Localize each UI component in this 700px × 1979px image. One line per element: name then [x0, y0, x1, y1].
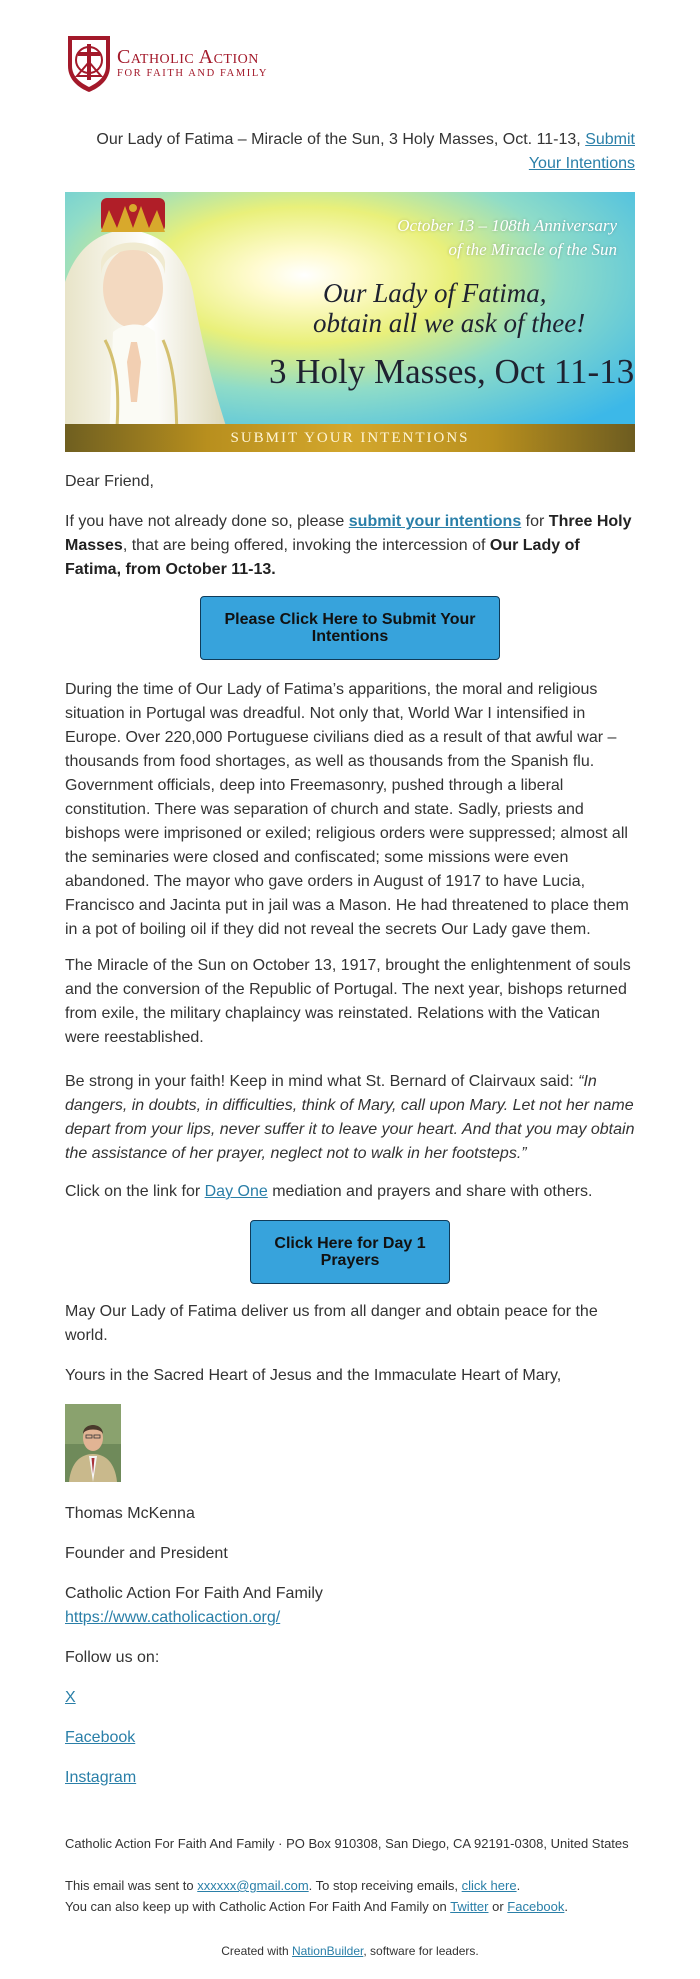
- intro-bold-masses: Three Holy Masses: [65, 513, 632, 554]
- banner-masses: 3 Holy Masses, Oct 11-13: [269, 352, 635, 391]
- faith-text: Be strong in your faith! Keep in mind what St. Bernard of Clairvaux said:: [65, 1073, 574, 1090]
- intro-text-2: for: [525, 513, 545, 530]
- footer-twitter-link[interactable]: Twitter: [450, 1899, 489, 1914]
- social-facebook-line: [65, 1726, 635, 1750]
- footer-keepup-text: You can also keep up with Catholic Action For Faith And Family on: [65, 1899, 447, 1914]
- footer-facebook-link[interactable]: Facebook: [507, 1899, 565, 1914]
- faith-paragraph: [65, 1070, 635, 1166]
- nationbuilder-link[interactable]: NationBuilder: [291, 1944, 364, 1958]
- greeting: Dear Friend,: [65, 473, 154, 490]
- logo[interactable]: [65, 32, 268, 94]
- author-photo: [65, 1404, 121, 1482]
- banner-anniversary-line2: of the Miracle of the Sun: [448, 240, 617, 259]
- recipient-email-link[interactable]: xxxxxx@gmail.com: [197, 1878, 309, 1893]
- follow-label: Follow us on:: [65, 1649, 160, 1666]
- shield-logo-icon: [65, 32, 113, 94]
- hero-banner[interactable]: [65, 192, 635, 452]
- footer-address: Catholic Action For Faith And Family · PO Box 910308, San Diego, CA 92191-0308, United States: [65, 1836, 629, 1851]
- footer-or-text: or: [492, 1899, 504, 1914]
- banner-submit-label: SUBMIT YOUR INTENTIONS: [230, 430, 470, 446]
- social-instagram-link[interactable]: Instagram: [65, 1769, 137, 1786]
- banner-prayer-line2: obtain all we ask of thee!: [313, 308, 586, 338]
- footer-keepup-line: You can also keep up with Catholic Action For Faith And Family on Twitter or Facebook.: [65, 1899, 569, 1914]
- dayone-text-1: Click on the link for: [65, 1183, 201, 1200]
- submit-intentions-link[interactable]: submit your intentions: [348, 513, 522, 530]
- preheader-text: Our Lady of Fatima – Miracle of the Sun, 3 Holy Masses, Oct. 11-13,: [96, 131, 581, 148]
- banner-prayer-line1: Our Lady of Fatima,: [323, 278, 547, 308]
- social-facebook-link[interactable]: Facebook: [65, 1729, 136, 1746]
- day-one-link[interactable]: Day One: [204, 1183, 268, 1200]
- intro-text-1: If you have not already done so, please: [65, 513, 345, 530]
- signature-name: Thomas McKenna: [65, 1505, 195, 1522]
- unsubscribe-link[interactable]: click here: [461, 1878, 517, 1893]
- logo-subtitle: FOR FAITH AND FAMILY: [117, 68, 269, 79]
- history-paragraph: During the time of Our Lady of Fatima’s apparitions, the moral and religious situation in Portugal was dreadful. Not only that, World War I intensified in Europe. Over 220,000 Portuguese civilians died as a result of that awful war – thousands from food shortages, as well as thousands from the Spanish flu. Government officials, deep into Freemasonry, pushed through a liberal constitution. There was separation of church and state. Sadly, priests and bishops were imprisoned or exiled; religious orders were suppressed; almost all the seminaries were closed and confiscated; some missions were even abandoned. The mayor who gave orders in August of 1917 to have Lucia, Francisco and Jacinta put in jail was a Mason. He had threatened to place them in a pot of boiling oil if they did not reveal the secrets Our Lady gave them.: [65, 681, 629, 938]
- credit-text-2: , software for leaders.: [363, 1944, 479, 1958]
- intro-bold-fatima: Our Lady of Fatima, from October 11-13.: [65, 537, 580, 578]
- closing-salutation: Yours in the Sacred Heart of Jesus and the Immaculate Heart of Mary,: [65, 1367, 562, 1384]
- closing-blessing: May Our Lady of Fatima deliver us from all danger and obtain peace for the world.: [65, 1303, 598, 1344]
- social-instagram-line: [65, 1766, 635, 1790]
- website-link[interactable]: https://www.catholicaction.org/: [65, 1609, 281, 1626]
- intro-text-3: , that are being offered, invoking the intercession of: [122, 537, 486, 554]
- logo-title: Catholic Action: [117, 46, 259, 68]
- social-x-link[interactable]: X: [65, 1689, 76, 1706]
- intro-paragraph: [65, 510, 635, 582]
- social-x-line: [65, 1686, 635, 1710]
- footer-credit: [65, 1944, 635, 1958]
- signature-website-line: [65, 1606, 635, 1630]
- footer-sent-line: This email was sent to xxxxxx@gmail.com. To stop receiving emails, click here.: [65, 1878, 521, 1893]
- preheader-submit-link[interactable]: Submit Your Intentions: [528, 131, 635, 172]
- bernard-quote: “In dangers, in doubts, in difficulties, think of Mary, call upon Mary. Let not her name depart from your lips, never suffer it to leave your heart. And that you may obtain the assistance of her prayer, neglect not to walk in her footsteps.”: [65, 1073, 635, 1162]
- banner-submit-strip[interactable]: [65, 424, 635, 452]
- banner-anniversary: [397, 214, 617, 262]
- signature-org: Catholic Action For Faith And Family: [65, 1585, 323, 1602]
- footer-sent-text: This email was sent to: [65, 1878, 194, 1893]
- signature-title: Founder and President: [65, 1545, 228, 1562]
- dayone-paragraph: [65, 1180, 635, 1204]
- banner-anniversary-line1: October 13 – 108th Anniversary: [397, 216, 617, 235]
- submit-intentions-button[interactable]: Please Click Here to Submit Your Intentions: [200, 596, 500, 660]
- miracle-paragraph: The Miracle of the Sun on October 13, 1917, brought the enlightenment of souls and the conversion of the Republic of Portugal. The next year, bishops returned from exile, the military chaplaincy was reinstated. Relations with the Vatican were reestablished.: [65, 957, 631, 1046]
- day-one-prayers-button[interactable]: Click Here for Day 1 Prayers: [250, 1220, 450, 1284]
- preheader: [75, 128, 635, 176]
- footer-stop-text: . To stop receiving emails,: [308, 1878, 459, 1893]
- dayone-text-2: mediation and prayers and share with others.: [272, 1183, 593, 1200]
- credit-text-1: Created with: [221, 1944, 289, 1958]
